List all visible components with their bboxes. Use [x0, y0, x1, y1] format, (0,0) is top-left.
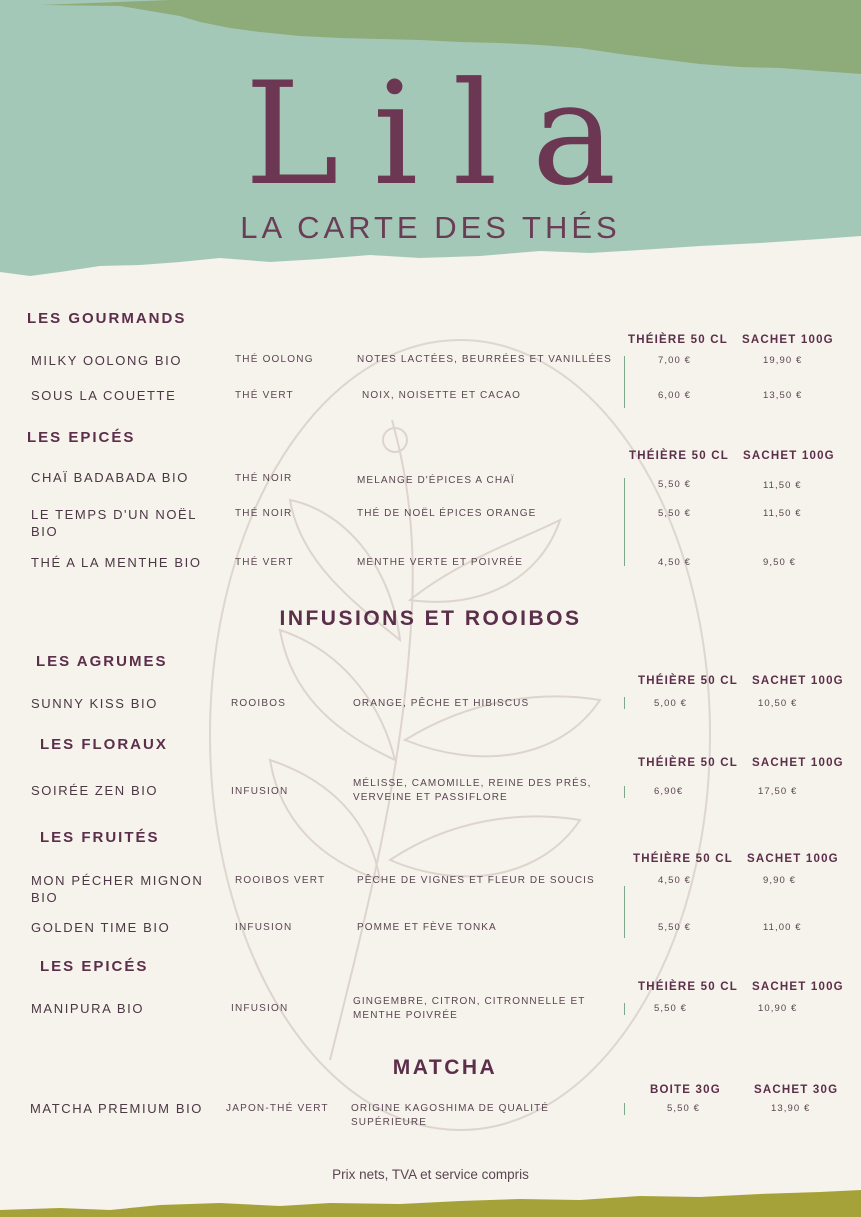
tea-description: NOTES LACTÉES, BEURRÉES ET VANILLÉES: [357, 354, 612, 365]
teapot-price: 5,50 €: [658, 479, 692, 490]
price-header-teapot: THÉIÈRE 50 CL: [638, 675, 738, 687]
tea-name: THÉ A LA MENTHE BIO: [31, 555, 202, 570]
tea-name: MATCHA PREMIUM BIO: [30, 1101, 204, 1116]
bag-price: 13,50 €: [763, 390, 803, 401]
price-header-box: BOITE 30G: [650, 1084, 721, 1096]
price-header-bag: SACHET 100G: [752, 757, 844, 769]
section-heading: LES AGRUMES: [36, 653, 168, 670]
tea-name: SOIRÉE ZEN BIO: [31, 783, 159, 798]
teapot-price: 5,50 €: [658, 922, 692, 933]
tea-description: MELANGE D'ÉPICES A CHAÏ: [357, 475, 515, 486]
column-divider: [624, 478, 625, 566]
tea-name: MON PÉCHER MIGNON BIO: [31, 873, 204, 905]
tea-name: GOLDEN TIME BIO: [31, 920, 171, 935]
teapot-price: 6,00 €: [658, 390, 692, 401]
tea-description: MÉLISSE, CAMOMILLE, REINE DES PRÉS, VERVEINE ET PASSIFLORE: [353, 778, 592, 803]
price-header-teapot: THÉIÈRE 50 CL: [629, 450, 729, 462]
bag-price: 11,00 €: [763, 922, 802, 933]
tea-name: MANIPURA BIO: [31, 1001, 145, 1016]
price-header-bag: SACHET 30G: [754, 1084, 839, 1096]
tea-description: GINGEMBRE, CITRON, CITRONNELLE ET MENTHE POIVRÉE: [353, 996, 586, 1021]
section-heading: LES EPICÉS: [40, 958, 149, 975]
tea-type: THÉ NOIR: [235, 473, 293, 484]
column-divider: [624, 786, 625, 798]
price-header-bag: SACHET 100G: [752, 981, 844, 993]
bag-price: 17,50 €: [758, 786, 798, 797]
bag-price: 11,50 €: [763, 508, 802, 519]
tea-type: INFUSION: [231, 786, 289, 797]
price-header-bag: SACHET 100G: [752, 675, 844, 687]
tea-type: INFUSION: [235, 922, 293, 933]
tea-type: ROOIBOS: [231, 698, 287, 709]
price-header-teapot: THÉIÈRE 50 CL: [638, 981, 738, 993]
price-header-bag: SACHET 100G: [742, 334, 834, 346]
tea-type: INFUSION: [231, 1003, 289, 1014]
tea-type: THÉ VERT: [235, 390, 294, 401]
tea-description: PÊCHE DE VIGNES ET FLEUR DE SOUCIS: [357, 875, 595, 886]
tea-description: NOIX, NOISETTE ET CACAO: [362, 390, 522, 401]
price-header-teapot: THÉIÈRE 50 CL: [638, 757, 738, 769]
bag-price: 11,50 €: [763, 480, 802, 491]
tea-type: THÉ NOIR: [235, 508, 293, 519]
column-divider: [624, 1003, 625, 1015]
bag-price: 9,90 €: [763, 875, 797, 886]
price-header-bag: SACHET 100G: [747, 853, 839, 865]
menu-title: Lila: [244, 52, 651, 217]
column-divider: [624, 697, 625, 709]
teapot-price: 5,50 €: [654, 1003, 688, 1014]
teapot-price: 4,50 €: [658, 875, 692, 886]
price-header-teapot: THÉIÈRE 50 CL: [633, 853, 733, 865]
bag-price: 10,50 €: [758, 698, 798, 709]
tea-description: POMME ET FÈVE TONKA: [357, 922, 497, 933]
footer-note: Prix nets, TVA et service compris: [332, 1167, 529, 1182]
section-heading: MATCHA: [392, 1056, 498, 1079]
tea-name: LE TEMPS D'UN NOËL BIO: [31, 507, 197, 539]
column-divider: [624, 1103, 625, 1115]
section-heading: LES FLORAUX: [40, 736, 168, 753]
teapot-price: 5,00 €: [654, 698, 688, 709]
bag-price: 10,90 €: [758, 1003, 798, 1014]
bag-price: 19,90 €: [763, 355, 803, 366]
section-heading: LES FRUITÉS: [40, 829, 160, 846]
section-heading: LES GOURMANDS: [27, 310, 187, 327]
tea-type: THÉ OOLONG: [235, 354, 314, 365]
tea-name: CHAÏ BADABADA BIO: [31, 470, 189, 485]
price-header-bag: SACHET 100G: [743, 450, 835, 462]
tea-type: ROOIBOS VERT: [235, 875, 326, 886]
tea-type: JAPON-THÉ VERT: [226, 1103, 329, 1114]
tea-description: THÉ DE NOËL ÉPICES ORANGE: [357, 508, 537, 519]
tea-description: ORIGINE KAGOSHIMA DE QUALITÉ SUPÉRIEURE: [351, 1103, 550, 1128]
menu-subtitle: LA CARTE DES THÉS: [240, 210, 621, 245]
bag-price: 13,90 €: [771, 1103, 811, 1114]
teapot-price: 6,90€: [654, 786, 684, 797]
box-price: 5,50 €: [667, 1103, 701, 1114]
tea-name: SOUS LA COUETTE: [31, 388, 177, 403]
tea-type: THÉ VERT: [235, 557, 294, 568]
tea-name: MILKY OOLONG BIO: [31, 353, 183, 368]
category-heading: INFUSIONS ET ROOIBOS: [279, 607, 582, 630]
tea-description: ORANGE, PÊCHE ET HIBISCUS: [353, 698, 530, 709]
teapot-price: 7,00 €: [658, 355, 692, 366]
column-divider: [624, 886, 625, 938]
section-heading: LES EPICÉS: [27, 429, 136, 446]
teapot-price: 5,50 €: [658, 508, 692, 519]
teapot-price: 4,50 €: [658, 557, 692, 568]
column-divider: [624, 356, 625, 408]
price-header-teapot: THÉIÈRE 50 CL: [628, 334, 728, 346]
tea-description: MENTHE VERTE ET POIVRÉE: [357, 557, 524, 568]
tea-name: SUNNY KISS BIO: [31, 696, 158, 711]
bag-price: 9,50 €: [763, 557, 797, 568]
